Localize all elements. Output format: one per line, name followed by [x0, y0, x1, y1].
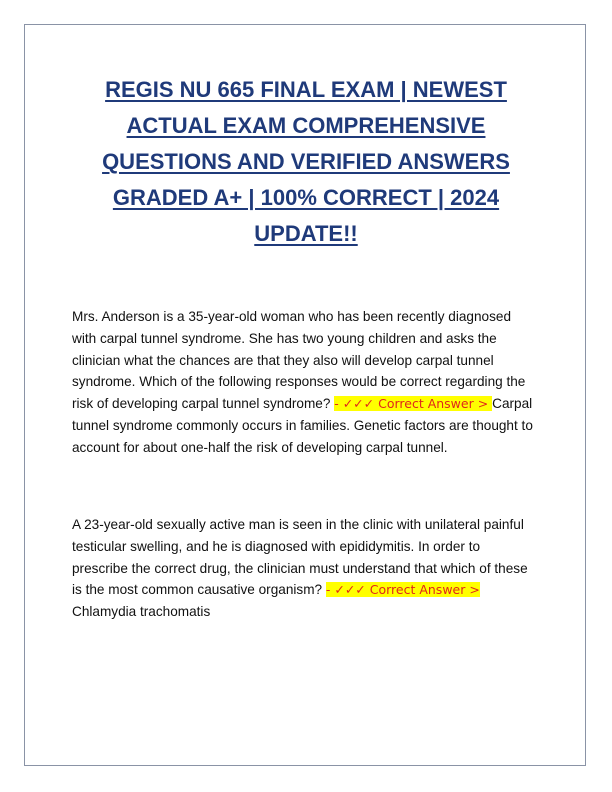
question-block-1 — [72, 306, 538, 459]
correct-answer-tag: - ✓✓✓ Correct Answer > — [325, 582, 480, 598]
document-title: REGIS NU 665 FINAL EXAM | NEWEST ACTUAL EXAM COMPREHENSIVE QUESTIONS AND VERIFIED ANSWERS GRADED A+ | 100% CORRECT | 2024 UPDATE!! — [102, 77, 510, 246]
answer-text: Carpal tunnel syndrome commonly occurs in families. Genetic factors are thought to account for about one-half the risk of developing carpal tunnel. — [72, 396, 533, 455]
correct-answer-tag: - ✓✓✓ Correct Answer > — [334, 396, 493, 412]
question-block-2 — [72, 514, 538, 623]
question-text: A 23-year-old sexually active man is seen in the clinic with unilateral painful testicular swelling, and he is diagnosed with epididymitis. In order to prescribe the correct drug, the clinician must understand that which of these is the most common causative organism? — [72, 517, 528, 598]
question-text: Mrs. Anderson is a 35-year-old woman who has been recently diagnosed with carpal tunnel syndrome. She has two young children and asks the clinician what the chances are that they also will develop carpal tunnel syndrome. Which of the following responses would be correct regarding the risk of developing carpal tunnel syndrome? — [72, 309, 526, 412]
answer-text: Chlamydia trachomatis — [72, 604, 211, 620]
